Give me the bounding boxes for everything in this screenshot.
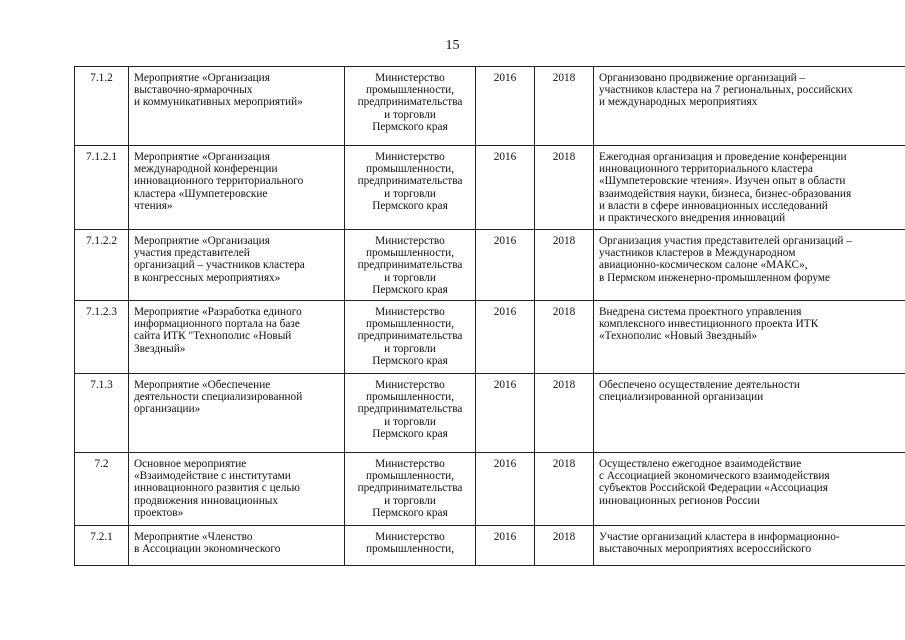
text-line: выставочных мероприятиях всероссийского [599,543,812,556]
text-line: сайта ИТК "Технополис «Новый [134,330,292,343]
text-line: кластера «Шумпетеровские [134,187,268,200]
text-line: предпринимательства [357,259,463,272]
text-line: «Взаимодействие с институтами [134,470,291,483]
text-line: Пермского края [372,427,448,440]
text-line: Организовано продвижение организаций – [599,72,806,84]
start-year-cell: 2016 [476,453,535,526]
program-activities-table [74,66,905,566]
text-line: Участие организаций кластера в информационно- [599,531,840,544]
executor-cell [345,453,476,526]
executor-cell [345,230,476,301]
text-line: Мероприятие «Организация [134,72,270,84]
text-line: Пермского края [372,283,448,296]
text-line: комплексного инвестиционного проекта ИТК [599,318,819,331]
text-line: и практического внедрения инноваций [599,212,786,225]
text-line: взаимодействия науки, бизнеса, бизнес-образования [599,187,852,200]
text-line: субъектов Российской Федерации «Ассоциация [599,482,828,495]
result-cell [594,67,905,146]
executor-cell [345,301,476,374]
table-row [75,146,905,230]
start-year-cell: 2016 [476,374,535,453]
activity-name-cell [129,67,345,146]
text-line: выставочно-ярмарочных [134,84,253,97]
text-line: промышленности, [365,247,455,260]
text-line: промышленности, [365,470,455,483]
table-row [75,230,905,301]
text-line: и власти в сфере инновационных исследований [599,199,828,212]
activity-name-cell [129,374,345,453]
text-line: международной конференции [134,163,278,176]
text-line: промышленности, [365,391,455,404]
activity-number-cell: 7.1.2.3 [75,301,129,374]
text-line: Мероприятие «Обеспечение [134,379,271,392]
text-line: Мероприятие «Организация [134,151,270,163]
text-line: чтения» [134,199,173,212]
text-line: и торговли [384,342,436,355]
end-year-cell: 2018 [535,230,594,301]
text-line: Звездный» [134,342,186,355]
activity-name-cell [129,146,345,230]
text-line: и международных мероприятиях [599,96,758,109]
activity-name-cell [129,526,345,566]
activity-number-cell: 7.2 [75,453,129,526]
activity-number-cell: 7.1.2 [75,67,129,146]
text-line: промышленности, [365,84,455,97]
start-year-cell: 2016 [476,301,535,374]
text-line: инновационного территориального [134,175,304,188]
text-line: деятельности специализированной [134,391,303,404]
text-line: в Ассоциации экономического [134,543,281,556]
end-year-cell: 2018 [535,453,594,526]
result-cell [594,526,905,566]
activity-name-cell [129,453,345,526]
end-year-cell: 2018 [535,146,594,230]
text-line: предпринимательства [357,96,463,109]
text-line: промышленности, [365,163,455,176]
text-line: «Шумпетеровские чтения». Изучен опыт в области [599,175,846,188]
text-line: предпринимательства [357,330,463,343]
activity-number-cell: 7.1.3 [75,374,129,453]
text-line: организации» [134,403,201,416]
text-line: Осуществлено ежегодное взаимодействие [599,458,802,471]
result-cell [594,146,905,230]
table-row [75,374,905,453]
executor-cell [345,67,476,146]
executor-cell [345,374,476,453]
text-line: Мероприятие «Разработка единого [134,306,302,319]
text-line: и коммуникативных мероприятий» [134,96,303,109]
text-line: и торговли [384,271,436,284]
table-row [75,453,905,526]
activity-name-cell [129,301,345,374]
text-line: организаций – участников кластера [134,259,305,272]
start-year-cell: 2016 [476,67,535,146]
text-line: Министерство [375,235,445,247]
text-line: с Ассоциацией экономического взаимодействия [599,470,830,483]
text-line: промышленности, [365,543,455,556]
text-line: в конгрессных мероприятиях» [134,271,281,284]
table-row [75,67,905,146]
executor-cell [345,146,476,230]
activity-name-cell [129,230,345,301]
result-cell [594,230,905,301]
text-line: и торговли [384,187,436,200]
executor-cell [345,526,476,566]
text-line: Внедрена система проектного управления [599,306,802,319]
start-year-cell: 2016 [476,526,535,566]
text-line: «Технополис «Новый Звездный» [599,330,758,343]
end-year-cell: 2018 [535,67,594,146]
text-line: инновационных регионов России [599,494,760,507]
text-line: Пермского края [372,354,448,367]
text-line: Ежегодная организация и проведение конференции [599,151,847,163]
result-cell [594,374,905,453]
page-number: 15 [445,38,460,53]
text-line: проектов» [134,506,184,519]
text-line: Министерство [375,72,445,84]
text-line: и торговли [384,494,436,507]
text-line: Организация участия представителей организаций – [599,235,852,247]
text-line: участия представителей [134,247,250,260]
result-cell [594,453,905,526]
table-row [75,301,905,374]
start-year-cell: 2016 [476,146,535,230]
text-line: Министерство [375,306,445,319]
text-line: информационного портала на базе [134,318,300,331]
text-line: Министерство [375,151,445,163]
text-line: промышленности, [365,318,455,331]
end-year-cell: 2018 [535,374,594,453]
text-line: в Пермском инженерно-промышленном форуме [599,271,831,284]
table-row [75,526,905,566]
text-line: Пермского края [372,506,448,519]
activity-number-cell: 7.1.2.2 [75,230,129,301]
start-year-cell: 2016 [476,230,535,301]
text-line: Основное мероприятие [134,458,247,471]
activity-number-cell: 7.1.2.1 [75,146,129,230]
text-line: авиационно-космическом салоне «МАКС», [599,259,808,272]
text-line: участников кластеров в Международном [599,247,796,260]
text-line: инновационного развития с целью [134,482,300,495]
text-line: инновационного территориального кластера [599,163,813,176]
result-cell [594,301,905,374]
text-line: Пермского края [372,120,448,133]
text-line: предпринимательства [357,403,463,416]
text-line: предпринимательства [357,175,463,188]
text-line: Мероприятие «Членство [134,531,253,544]
text-line: специализированной организации [599,391,764,404]
text-line: предпринимательства [357,482,463,495]
text-line: Обеспечено осуществление деятельности [599,379,800,392]
text-line: Мероприятие «Организация [134,235,270,247]
text-line: Министерство [375,458,445,471]
text-line: Министерство [375,379,445,392]
text-line: Пермского края [372,199,448,212]
end-year-cell: 2018 [535,526,594,566]
text-line: и торговли [384,108,436,121]
text-line: и торговли [384,415,436,428]
text-line: Министерство [375,531,445,544]
text-line: продвижения инновационных [134,494,278,507]
activity-number-cell: 7.2.1 [75,526,129,566]
end-year-cell: 2018 [535,301,594,374]
text-line: участников кластера на 7 региональных, российских [599,84,853,97]
